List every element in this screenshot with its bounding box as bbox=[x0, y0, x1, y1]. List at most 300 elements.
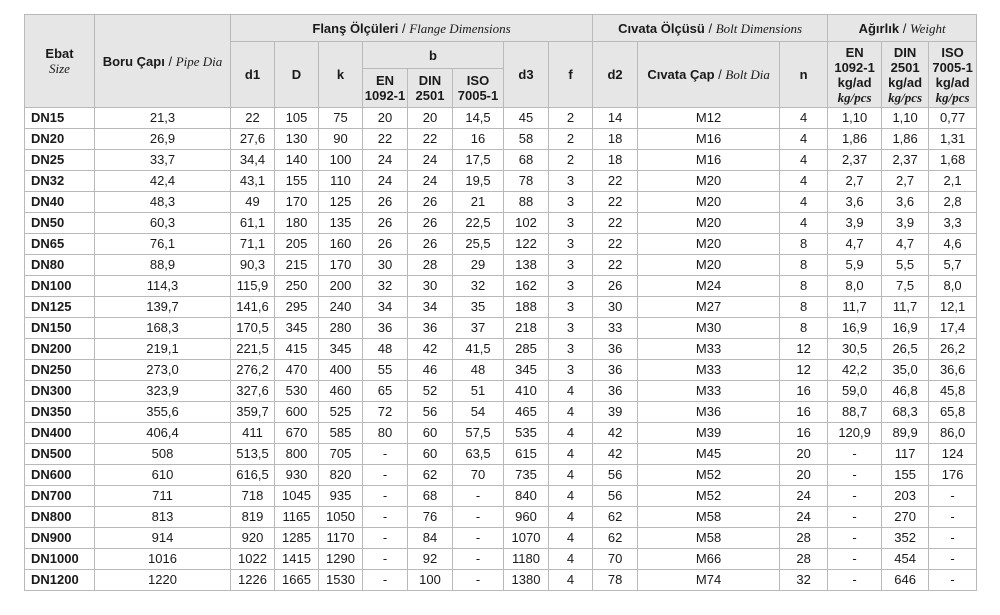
cell-b-en: 80 bbox=[363, 423, 408, 444]
cell-n: 4 bbox=[780, 171, 828, 192]
cell-d3: 960 bbox=[504, 507, 549, 528]
header-D: D bbox=[275, 42, 319, 108]
cell-b-iso: 19,5 bbox=[453, 171, 504, 192]
cell-b-en: 26 bbox=[363, 192, 408, 213]
cell-weight-iso: - bbox=[929, 528, 977, 549]
cell-size: DN40 bbox=[25, 192, 95, 213]
cell-bolt-dia: M58 bbox=[638, 528, 780, 549]
cell-b-en: 20 bbox=[363, 108, 408, 129]
cell-weight-din: 1,10 bbox=[882, 108, 929, 129]
cell-d3: 840 bbox=[504, 486, 549, 507]
cell-size: DN150 bbox=[25, 318, 95, 339]
cell-size: DN300 bbox=[25, 381, 95, 402]
cell-pipe-dia: 76,1 bbox=[95, 234, 231, 255]
cell-weight-en: - bbox=[828, 486, 882, 507]
cell-f: 3 bbox=[549, 276, 593, 297]
cell-b-din: 92 bbox=[408, 549, 453, 570]
cell-size: DN250 bbox=[25, 360, 95, 381]
cell-weight-din: 35,0 bbox=[882, 360, 929, 381]
cell-d1: 115,9 bbox=[231, 276, 275, 297]
table-row bbox=[25, 444, 977, 465]
cell-d1: 359,7 bbox=[231, 402, 275, 423]
cell-n: 32 bbox=[780, 570, 828, 591]
cell-d1: 616,5 bbox=[231, 465, 275, 486]
cell-D: 670 bbox=[275, 423, 319, 444]
cell-d3: 102 bbox=[504, 213, 549, 234]
cell-d2: 30 bbox=[593, 297, 638, 318]
cell-D: 295 bbox=[275, 297, 319, 318]
cell-d1: 27,6 bbox=[231, 129, 275, 150]
cell-weight-en: - bbox=[828, 549, 882, 570]
cell-D: 205 bbox=[275, 234, 319, 255]
cell-b-din: 60 bbox=[408, 444, 453, 465]
cell-weight-en: 42,2 bbox=[828, 360, 882, 381]
cell-d3: 78 bbox=[504, 171, 549, 192]
header-size: Ebat Size bbox=[25, 15, 95, 108]
cell-weight-en: 4,7 bbox=[828, 234, 882, 255]
table-row bbox=[25, 108, 977, 129]
table-row bbox=[25, 486, 977, 507]
cell-b-din: 68 bbox=[408, 486, 453, 507]
cell-n: 8 bbox=[780, 234, 828, 255]
cell-f: 2 bbox=[549, 150, 593, 171]
cell-d3: 1070 bbox=[504, 528, 549, 549]
cell-pipe-dia: 610 bbox=[95, 465, 231, 486]
header-b-iso: ISO 7005-1 bbox=[453, 69, 504, 108]
cell-b-en: 36 bbox=[363, 318, 408, 339]
cell-pipe-dia: 914 bbox=[95, 528, 231, 549]
cell-k: 200 bbox=[319, 276, 363, 297]
cell-d1: 276,2 bbox=[231, 360, 275, 381]
cell-bolt-dia: M33 bbox=[638, 381, 780, 402]
cell-weight-din: 2,37 bbox=[882, 150, 929, 171]
cell-k: 1170 bbox=[319, 528, 363, 549]
cell-weight-en: - bbox=[828, 465, 882, 486]
cell-weight-din: 1,86 bbox=[882, 129, 929, 150]
cell-d3: 88 bbox=[504, 192, 549, 213]
table-row bbox=[25, 192, 977, 213]
cell-size: DN32 bbox=[25, 171, 95, 192]
cell-D: 170 bbox=[275, 192, 319, 213]
table-body bbox=[25, 108, 977, 591]
cell-d1: 71,1 bbox=[231, 234, 275, 255]
header-n: n bbox=[780, 42, 828, 108]
cell-weight-din: 3,6 bbox=[882, 192, 929, 213]
cell-D: 180 bbox=[275, 213, 319, 234]
header-b-en: EN 1092-1 bbox=[363, 69, 408, 108]
cell-size: DN15 bbox=[25, 108, 95, 129]
cell-weight-en: 120,9 bbox=[828, 423, 882, 444]
cell-n: 16 bbox=[780, 423, 828, 444]
cell-weight-iso: 2,8 bbox=[929, 192, 977, 213]
cell-size: DN80 bbox=[25, 255, 95, 276]
cell-d3: 122 bbox=[504, 234, 549, 255]
cell-b-iso: 37 bbox=[453, 318, 504, 339]
cell-weight-iso: 1,31 bbox=[929, 129, 977, 150]
table-row bbox=[25, 360, 977, 381]
cell-d2: 22 bbox=[593, 213, 638, 234]
cell-bolt-dia: M39 bbox=[638, 423, 780, 444]
cell-b-en: - bbox=[363, 570, 408, 591]
cell-D: 105 bbox=[275, 108, 319, 129]
cell-d1: 513,5 bbox=[231, 444, 275, 465]
cell-n: 4 bbox=[780, 129, 828, 150]
cell-f: 4 bbox=[549, 528, 593, 549]
cell-n: 8 bbox=[780, 255, 828, 276]
cell-d1: 327,6 bbox=[231, 381, 275, 402]
cell-weight-iso: 86,0 bbox=[929, 423, 977, 444]
table-row bbox=[25, 129, 977, 150]
cell-k: 90 bbox=[319, 129, 363, 150]
cell-f: 4 bbox=[549, 465, 593, 486]
cell-d1: 819 bbox=[231, 507, 275, 528]
cell-n: 4 bbox=[780, 192, 828, 213]
cell-weight-iso: 36,6 bbox=[929, 360, 977, 381]
header-weight-iso: ISO 7005-1 kg/ad kg/pcs bbox=[929, 42, 977, 108]
cell-d2: 42 bbox=[593, 444, 638, 465]
cell-n: 20 bbox=[780, 444, 828, 465]
cell-D: 800 bbox=[275, 444, 319, 465]
cell-weight-en: 2,37 bbox=[828, 150, 882, 171]
cell-b-din: 56 bbox=[408, 402, 453, 423]
cell-bolt-dia: M24 bbox=[638, 276, 780, 297]
cell-b-en: - bbox=[363, 486, 408, 507]
cell-k: 125 bbox=[319, 192, 363, 213]
table-row bbox=[25, 255, 977, 276]
cell-d2: 22 bbox=[593, 234, 638, 255]
cell-n: 8 bbox=[780, 297, 828, 318]
cell-pipe-dia: 1016 bbox=[95, 549, 231, 570]
cell-n: 24 bbox=[780, 486, 828, 507]
cell-d1: 718 bbox=[231, 486, 275, 507]
cell-b-iso: 32 bbox=[453, 276, 504, 297]
cell-n: 4 bbox=[780, 213, 828, 234]
table-row bbox=[25, 150, 977, 171]
cell-f: 4 bbox=[549, 444, 593, 465]
cell-bolt-dia: M20 bbox=[638, 171, 780, 192]
cell-d2: 22 bbox=[593, 171, 638, 192]
cell-d3: 1380 bbox=[504, 570, 549, 591]
cell-b-en: 72 bbox=[363, 402, 408, 423]
cell-b-din: 20 bbox=[408, 108, 453, 129]
cell-b-din: 60 bbox=[408, 423, 453, 444]
cell-pipe-dia: 21,3 bbox=[95, 108, 231, 129]
cell-weight-din: 46,8 bbox=[882, 381, 929, 402]
cell-D: 1285 bbox=[275, 528, 319, 549]
cell-size: DN25 bbox=[25, 150, 95, 171]
cell-size: DN50 bbox=[25, 213, 95, 234]
cell-weight-en: 5,9 bbox=[828, 255, 882, 276]
cell-b-din: 42 bbox=[408, 339, 453, 360]
cell-b-din: 22 bbox=[408, 129, 453, 150]
cell-f: 4 bbox=[549, 570, 593, 591]
cell-d3: 735 bbox=[504, 465, 549, 486]
cell-weight-din: 646 bbox=[882, 570, 929, 591]
cell-pipe-dia: 406,4 bbox=[95, 423, 231, 444]
cell-d3: 465 bbox=[504, 402, 549, 423]
cell-k: 460 bbox=[319, 381, 363, 402]
cell-k: 1050 bbox=[319, 507, 363, 528]
cell-weight-iso: 5,7 bbox=[929, 255, 977, 276]
cell-weight-din: 155 bbox=[882, 465, 929, 486]
cell-b-iso: 17,5 bbox=[453, 150, 504, 171]
cell-d3: 45 bbox=[504, 108, 549, 129]
cell-d1: 1022 bbox=[231, 549, 275, 570]
cell-b-en: 26 bbox=[363, 234, 408, 255]
cell-n: 12 bbox=[780, 339, 828, 360]
cell-d3: 535 bbox=[504, 423, 549, 444]
header-weight: Ağırlık / Weight bbox=[828, 15, 977, 42]
cell-f: 3 bbox=[549, 255, 593, 276]
table-row bbox=[25, 423, 977, 444]
cell-b-iso: 35 bbox=[453, 297, 504, 318]
cell-bolt-dia: M33 bbox=[638, 360, 780, 381]
cell-weight-en: 30,5 bbox=[828, 339, 882, 360]
cell-f: 3 bbox=[549, 318, 593, 339]
cell-n: 12 bbox=[780, 360, 828, 381]
cell-bolt-dia: M45 bbox=[638, 444, 780, 465]
cell-d1: 43,1 bbox=[231, 171, 275, 192]
cell-bolt-dia: M20 bbox=[638, 255, 780, 276]
cell-weight-iso: 45,8 bbox=[929, 381, 977, 402]
cell-d3: 345 bbox=[504, 360, 549, 381]
cell-bolt-dia: M20 bbox=[638, 213, 780, 234]
cell-k: 1530 bbox=[319, 570, 363, 591]
cell-d1: 49 bbox=[231, 192, 275, 213]
cell-k: 935 bbox=[319, 486, 363, 507]
cell-pipe-dia: 88,9 bbox=[95, 255, 231, 276]
cell-d3: 615 bbox=[504, 444, 549, 465]
cell-pipe-dia: 813 bbox=[95, 507, 231, 528]
cell-d3: 188 bbox=[504, 297, 549, 318]
cell-weight-din: 3,9 bbox=[882, 213, 929, 234]
cell-weight-iso: - bbox=[929, 570, 977, 591]
cell-b-din: 28 bbox=[408, 255, 453, 276]
cell-k: 110 bbox=[319, 171, 363, 192]
cell-weight-din: 352 bbox=[882, 528, 929, 549]
cell-k: 170 bbox=[319, 255, 363, 276]
table-row bbox=[25, 528, 977, 549]
cell-weight-en: 11,7 bbox=[828, 297, 882, 318]
cell-f: 4 bbox=[549, 402, 593, 423]
table-header bbox=[25, 15, 977, 108]
cell-f: 3 bbox=[549, 297, 593, 318]
cell-D: 930 bbox=[275, 465, 319, 486]
cell-d3: 285 bbox=[504, 339, 549, 360]
cell-f: 4 bbox=[549, 381, 593, 402]
cell-weight-iso: 0,77 bbox=[929, 108, 977, 129]
table-row bbox=[25, 549, 977, 570]
table-row bbox=[25, 402, 977, 423]
cell-b-iso: - bbox=[453, 486, 504, 507]
cell-n: 4 bbox=[780, 150, 828, 171]
cell-weight-en: 8,0 bbox=[828, 276, 882, 297]
cell-bolt-dia: M58 bbox=[638, 507, 780, 528]
cell-b-en: 65 bbox=[363, 381, 408, 402]
cell-pipe-dia: 323,9 bbox=[95, 381, 231, 402]
cell-D: 155 bbox=[275, 171, 319, 192]
cell-weight-iso: 3,3 bbox=[929, 213, 977, 234]
cell-b-en: - bbox=[363, 549, 408, 570]
header-k: k bbox=[319, 42, 363, 108]
table-row bbox=[25, 297, 977, 318]
cell-b-iso: 70 bbox=[453, 465, 504, 486]
table-row bbox=[25, 339, 977, 360]
cell-d2: 33 bbox=[593, 318, 638, 339]
cell-bolt-dia: M52 bbox=[638, 486, 780, 507]
cell-weight-en: 88,7 bbox=[828, 402, 882, 423]
cell-weight-en: - bbox=[828, 528, 882, 549]
cell-d2: 42 bbox=[593, 423, 638, 444]
cell-b-din: 30 bbox=[408, 276, 453, 297]
cell-b-din: 84 bbox=[408, 528, 453, 549]
cell-b-iso: 29 bbox=[453, 255, 504, 276]
cell-size: DN800 bbox=[25, 507, 95, 528]
cell-b-iso: 14,5 bbox=[453, 108, 504, 129]
cell-weight-iso: - bbox=[929, 549, 977, 570]
cell-weight-iso: 124 bbox=[929, 444, 977, 465]
cell-weight-iso: - bbox=[929, 507, 977, 528]
cell-pipe-dia: 168,3 bbox=[95, 318, 231, 339]
cell-weight-iso: 26,2 bbox=[929, 339, 977, 360]
cell-D: 415 bbox=[275, 339, 319, 360]
cell-bolt-dia: M20 bbox=[638, 192, 780, 213]
cell-f: 4 bbox=[549, 423, 593, 444]
cell-d3: 138 bbox=[504, 255, 549, 276]
cell-weight-din: 26,5 bbox=[882, 339, 929, 360]
table-row bbox=[25, 465, 977, 486]
cell-b-iso: 54 bbox=[453, 402, 504, 423]
cell-bolt-dia: M30 bbox=[638, 318, 780, 339]
cell-weight-en: 2,7 bbox=[828, 171, 882, 192]
cell-n: 24 bbox=[780, 507, 828, 528]
cell-weight-en: 59,0 bbox=[828, 381, 882, 402]
cell-b-din: 34 bbox=[408, 297, 453, 318]
header-bolt-dimensions: Cıvata Ölçüsü / Bolt Dimensions bbox=[593, 15, 828, 42]
cell-size: DN1000 bbox=[25, 549, 95, 570]
cell-D: 250 bbox=[275, 276, 319, 297]
table-row bbox=[25, 171, 977, 192]
cell-f: 3 bbox=[549, 192, 593, 213]
cell-b-en: 48 bbox=[363, 339, 408, 360]
cell-d2: 36 bbox=[593, 381, 638, 402]
cell-f: 4 bbox=[549, 549, 593, 570]
cell-b-din: 36 bbox=[408, 318, 453, 339]
cell-D: 345 bbox=[275, 318, 319, 339]
cell-k: 100 bbox=[319, 150, 363, 171]
header-flange-dimensions: Flanş Ölçüleri / Flange Dimensions bbox=[231, 15, 593, 42]
cell-k: 820 bbox=[319, 465, 363, 486]
cell-d3: 218 bbox=[504, 318, 549, 339]
cell-b-iso: 22,5 bbox=[453, 213, 504, 234]
cell-bolt-dia: M74 bbox=[638, 570, 780, 591]
cell-b-din: 26 bbox=[408, 192, 453, 213]
cell-k: 75 bbox=[319, 108, 363, 129]
cell-b-din: 46 bbox=[408, 360, 453, 381]
cell-b-en: - bbox=[363, 444, 408, 465]
cell-d2: 62 bbox=[593, 528, 638, 549]
cell-d2: 26 bbox=[593, 276, 638, 297]
cell-d1: 411 bbox=[231, 423, 275, 444]
cell-weight-din: 5,5 bbox=[882, 255, 929, 276]
cell-b-iso: 25,5 bbox=[453, 234, 504, 255]
cell-weight-din: 68,3 bbox=[882, 402, 929, 423]
cell-d3: 68 bbox=[504, 150, 549, 171]
cell-f: 4 bbox=[549, 486, 593, 507]
table-row bbox=[25, 570, 977, 591]
cell-D: 130 bbox=[275, 129, 319, 150]
cell-b-en: 22 bbox=[363, 129, 408, 150]
header-f: f bbox=[549, 42, 593, 108]
cell-d2: 36 bbox=[593, 360, 638, 381]
cell-b-iso: - bbox=[453, 549, 504, 570]
cell-bolt-dia: M27 bbox=[638, 297, 780, 318]
cell-pipe-dia: 711 bbox=[95, 486, 231, 507]
header-pipe-dia: Boru Çapı / Pipe Dia bbox=[95, 15, 231, 108]
cell-pipe-dia: 355,6 bbox=[95, 402, 231, 423]
cell-size: DN400 bbox=[25, 423, 95, 444]
cell-f: 4 bbox=[549, 507, 593, 528]
table-row bbox=[25, 318, 977, 339]
cell-size: DN700 bbox=[25, 486, 95, 507]
cell-weight-iso: 1,68 bbox=[929, 150, 977, 171]
cell-D: 1045 bbox=[275, 486, 319, 507]
cell-bolt-dia: M16 bbox=[638, 150, 780, 171]
cell-pipe-dia: 219,1 bbox=[95, 339, 231, 360]
header-bolt-dia: Cıvata Çap / Bolt Dia bbox=[638, 42, 780, 108]
cell-weight-en: 1,10 bbox=[828, 108, 882, 129]
cell-d3: 58 bbox=[504, 129, 549, 150]
header-b: b bbox=[363, 42, 504, 69]
cell-pipe-dia: 26,9 bbox=[95, 129, 231, 150]
cell-k: 345 bbox=[319, 339, 363, 360]
cell-size: DN100 bbox=[25, 276, 95, 297]
cell-bolt-dia: M66 bbox=[638, 549, 780, 570]
cell-D: 215 bbox=[275, 255, 319, 276]
cell-weight-din: 270 bbox=[882, 507, 929, 528]
cell-b-iso: - bbox=[453, 507, 504, 528]
cell-pipe-dia: 114,3 bbox=[95, 276, 231, 297]
cell-weight-din: 454 bbox=[882, 549, 929, 570]
cell-D: 530 bbox=[275, 381, 319, 402]
cell-b-iso: 51 bbox=[453, 381, 504, 402]
flange-table-container bbox=[24, 14, 977, 591]
cell-b-iso: 41,5 bbox=[453, 339, 504, 360]
cell-pipe-dia: 273,0 bbox=[95, 360, 231, 381]
cell-b-iso: 57,5 bbox=[453, 423, 504, 444]
cell-d1: 90,3 bbox=[231, 255, 275, 276]
cell-n: 20 bbox=[780, 465, 828, 486]
cell-f: 2 bbox=[549, 129, 593, 150]
cell-k: 160 bbox=[319, 234, 363, 255]
cell-b-en: 55 bbox=[363, 360, 408, 381]
cell-k: 1290 bbox=[319, 549, 363, 570]
cell-d1: 920 bbox=[231, 528, 275, 549]
header-b-din: DIN 2501 bbox=[408, 69, 453, 108]
cell-d1: 141,6 bbox=[231, 297, 275, 318]
cell-weight-iso: 4,6 bbox=[929, 234, 977, 255]
cell-weight-en: 1,86 bbox=[828, 129, 882, 150]
cell-pipe-dia: 139,7 bbox=[95, 297, 231, 318]
cell-pipe-dia: 1220 bbox=[95, 570, 231, 591]
cell-b-din: 24 bbox=[408, 171, 453, 192]
cell-k: 135 bbox=[319, 213, 363, 234]
cell-bolt-dia: M36 bbox=[638, 402, 780, 423]
cell-f: 3 bbox=[549, 213, 593, 234]
cell-d1: 170,5 bbox=[231, 318, 275, 339]
cell-n: 28 bbox=[780, 528, 828, 549]
cell-n: 28 bbox=[780, 549, 828, 570]
